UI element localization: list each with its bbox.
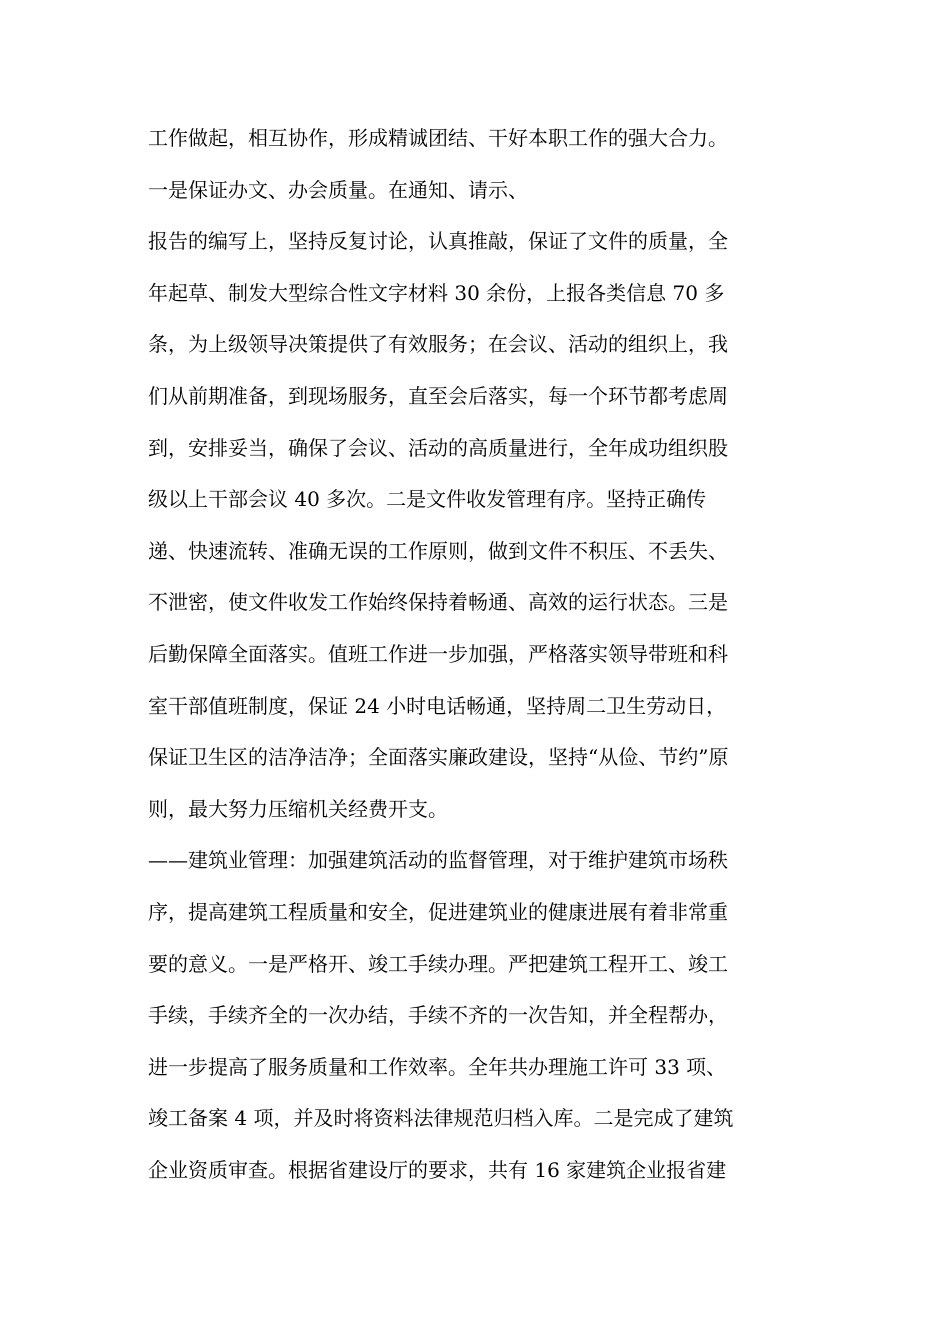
text-line: 室干部值班制度，保证 24 小时电话畅通，坚持周二卫生劳动日， [148,693,727,718]
text-line: 则，最大努力压缩机关经费开支。 [148,796,448,821]
text-line: ——建筑业管理：加强建筑活动的监督管理，对于维护建筑市场秩 [148,848,728,873]
text-line: 不泄密，使文件收发工作始终保持着畅通、高效的运行状态。三是 [148,590,728,615]
text-line: 保证卫生区的洁净洁净；全面落实廉政建设，坚持“从俭、节约”原 [148,745,729,770]
text-line: 要的意义。一是严格开、竣工手续办理。严把建筑工程开工、竣工 [148,951,728,976]
text-line: 到，安排妥当，确保了会议、活动的高质量进行，全年成功组织股 [148,435,728,460]
text-line: 级以上干部会议 40 多次。二是文件收发管理有序。坚持正确传 [148,487,707,512]
text-line: 序，提高建筑工程质量和安全，促进建筑业的健康进展有着非常重 [148,899,728,924]
body-text [148,116,808,1199]
text-line: 后勤保障全面落实。值班工作进一步加强，严格落实领导带班和科 [148,641,728,666]
text-line: 竣工备案 4 项，并及时将资料法律规范归档入库。二是完成了建筑 [148,1106,734,1131]
text-line: 们从前期准备，到现场服务，直至会后落实，每一个环节都考虑周 [148,383,728,408]
text-line: 手续，手续齐全的一次办结，手续不齐的一次告知，并全程帮办， [148,1003,728,1028]
text-line: 企业资质审查。根据省建设厅的要求，共有 16 家建筑企业报省建 [148,1157,727,1182]
text-line: 一是保证办文、办会质量。在通知、请示、 [148,177,528,202]
text-line: 年起草、制发大型综合性文字材料 30 余份，上报各类信息 70 多 [148,280,725,305]
text-line: 报告的编写上，坚持反复讨论，认真推敲，保证了文件的质量，全 [148,229,728,254]
text-line: 进一步提高了服务质量和工作效率。全年共办理施工许可 33 项、 [148,1054,727,1079]
text-line: 条，为上级领导决策提供了有效服务；在会议、活动的组织上，我 [148,332,728,357]
text-line: 递、快速流转、准确无误的工作原则，做到文件不积压、不丢失、 [148,538,728,563]
text-line: 工作做起，相互协作，形成精诚团结、干好本职工作的强大合力。 [148,126,728,150]
